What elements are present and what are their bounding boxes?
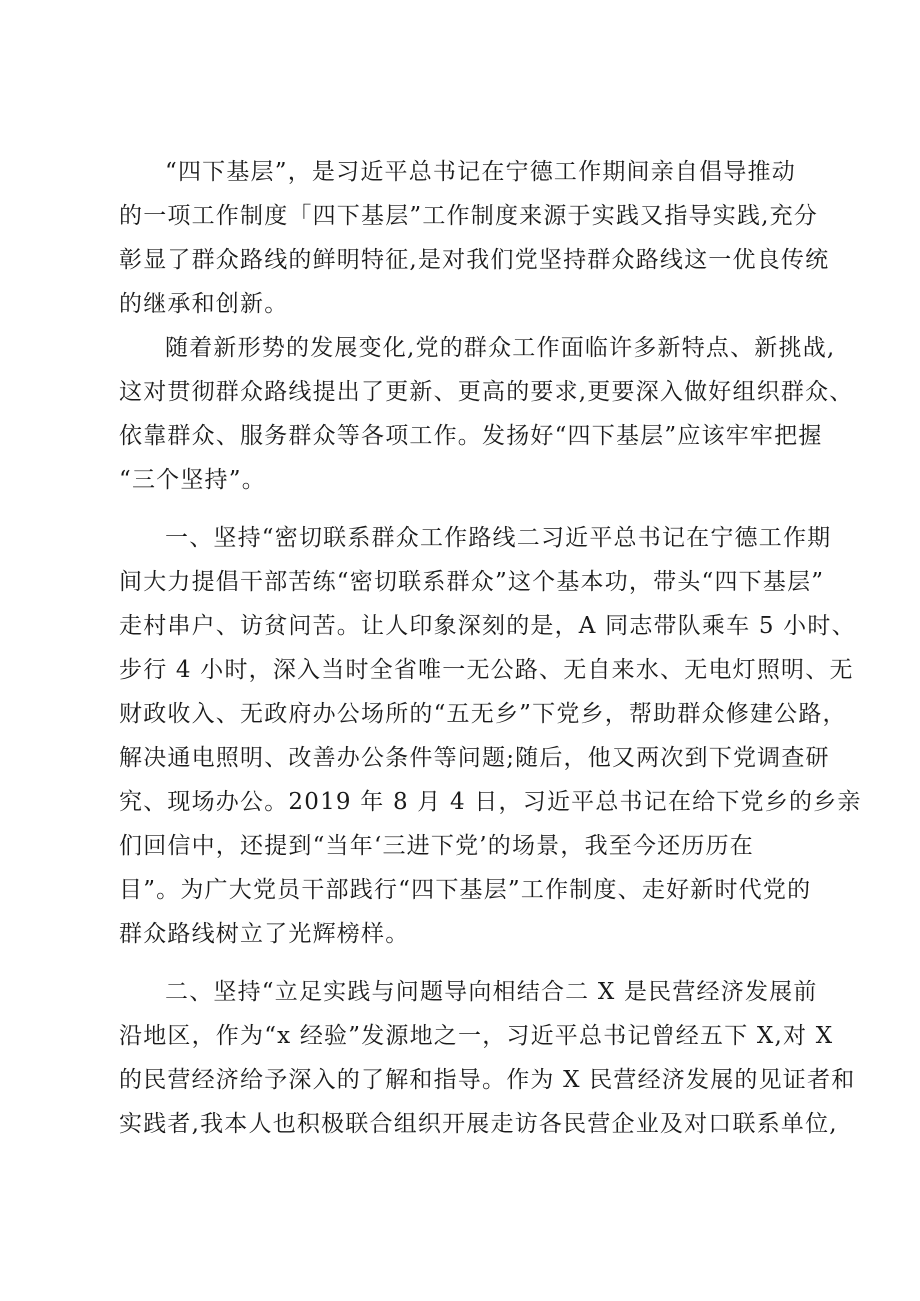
text-line: 这对贯彻群众路线提出了更新、更高的要求,更要深入做好组织群众、 xyxy=(119,379,854,405)
text-line: 步行 4 小时，深入当时全省唯一无公路、无自来水、无电灯照明、无 xyxy=(119,657,854,683)
text-line: 财政收入、无政府办公场所的“五无乡”下党乡，帮助群众修建公路， xyxy=(119,701,847,727)
text-line: 沿地区，作为“x 经验”发源地之一，习近平总书记曾经五下 X,对 X xyxy=(119,1023,834,1049)
text-line: 二、坚持“立足实践与问题导向相结合二 X 是民营经济发展前 xyxy=(165,979,818,1005)
text-line: 走村串户、访贫问苦。让人印象深刻的是，A 同志带队乘车 5 小时、 xyxy=(119,613,856,639)
text-line: 解决通电照明、改善办公条件等问题;随后，他又两次到下党调查研 xyxy=(119,745,830,771)
text-line: 群众路线树立了光辉榜样。 xyxy=(119,921,410,947)
text-line: 的继承和创新。 xyxy=(119,291,289,317)
text-line: 依靠群众、服务群众等各项工作。发扬好“四下基层”应该牢牢把握 xyxy=(119,423,823,449)
text-line: “三个坚持”。 xyxy=(119,467,266,493)
text-line: 随着新形势的发展变化,党的群众工作面临许多新特点、新挑战, xyxy=(165,335,836,361)
paragraph-2 xyxy=(119,326,854,502)
paragraph-text xyxy=(119,516,862,956)
paragraph-3 xyxy=(119,516,862,956)
paragraph-text xyxy=(119,326,854,502)
paragraph-text xyxy=(119,150,830,326)
text-line: 实践者,我本人也积极联合组织开展走访各民营企业及对口联系单位, xyxy=(119,1111,838,1137)
paragraph-4 xyxy=(119,970,856,1146)
text-line: 目”。为广大党员干部践行“四下基层”工作制度、走好新时代党的 xyxy=(119,877,812,903)
text-line: “四下基层”，是习近平总书记在宁德工作期间亲自倡导推动 xyxy=(165,159,796,185)
text-line: 一、坚持“密切联系群众工作路线二习近平总书记在宁德工作期 xyxy=(165,525,832,551)
text-line: 的一项工作制度「四下基层”工作制度来源于实践又指导实践,充分 xyxy=(119,203,819,229)
text-line: 究、现场办公。2019 年 8 月 4 日，习近平总书记在给下党乡的乡亲 xyxy=(119,789,862,815)
text-line: 们回信中，还提到“当年‘三进下党’的场景，我至今还历历在 xyxy=(119,833,754,859)
paragraph-1 xyxy=(119,150,830,326)
text-line: 彰显了群众路线的鲜明特征,是对我们党坚持群众路线这一优良传统 xyxy=(119,247,830,273)
text-line: 的民营经济给予深入的了解和指导。作为 X 民营经济发展的见证者和 xyxy=(119,1067,856,1093)
paragraph-text xyxy=(119,970,856,1146)
text-line: 间大力提倡干部苦练“密切联系群众”这个基本功，带头“四下基层” xyxy=(119,569,825,595)
